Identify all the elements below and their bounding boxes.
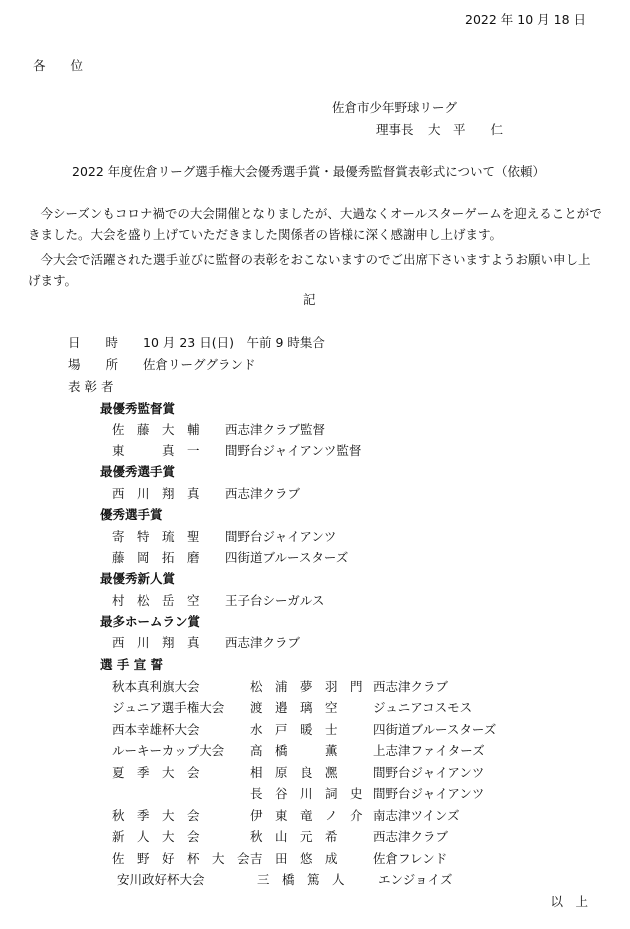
- oath-name: 秋 山 元 希: [250, 829, 338, 844]
- date-label: 日 時: [68, 335, 119, 350]
- award-category: 優秀選手賞: [100, 507, 163, 522]
- oath-tournament: 秋 季 大 会: [112, 808, 200, 823]
- oath-team: 上志津ファイターズ: [373, 743, 485, 758]
- place-label: 場 所: [68, 357, 119, 372]
- oath-tournament: 安川政好杯大会: [117, 872, 205, 887]
- award-team: 西志津クラブ: [225, 635, 301, 650]
- oath-tournament: 西本幸雄杯大会: [112, 722, 200, 737]
- oath-name: 吉 田 悠 成: [250, 851, 338, 866]
- oath-team: エンジョイズ: [378, 872, 453, 887]
- award-team: 間野台ジャイアンツ監督: [225, 443, 362, 458]
- award-name: 東 真 一: [112, 443, 200, 458]
- oath-team: 西志津クラブ: [373, 829, 449, 844]
- oath-name: 松 浦 夢 羽 門: [250, 679, 363, 694]
- document-title: 2022 年度佐倉リーグ選手権大会優秀選手賞・最優秀監督賞表彰式について（依頼）: [72, 164, 546, 179]
- body-paragraph-1: 今シーズンもコロナ禍での大会開催となりましたが、大過なくオールスターゲームを迎えることができました。大会を盛り上げていただきました関係者の皆様に深く感謝申し上げます。: [28, 206, 602, 242]
- oath-team: 佐倉フレンド: [373, 851, 448, 866]
- closing: 以 上: [550, 894, 588, 909]
- oath-name: 三 橋 篤 人: [257, 872, 345, 887]
- honorees-label: 表 彰 者: [68, 379, 114, 394]
- oath-team: 西志津クラブ: [373, 679, 449, 694]
- oath-team: 間野台ジャイアンツ: [373, 765, 485, 780]
- award-team: 西志津クラブ: [225, 486, 301, 501]
- ki-heading: 記: [303, 292, 316, 307]
- oath-team: 間野台ジャイアンツ: [373, 786, 485, 801]
- oath-team: 南志津ツインズ: [373, 808, 460, 823]
- award-name: 西 川 翔 真: [112, 486, 200, 501]
- award-team: 西志津クラブ監督: [225, 422, 326, 437]
- award-name: 村 松 岳 空: [112, 593, 200, 608]
- oath-tournament: 夏 季 大 会: [112, 765, 200, 780]
- place-value: 佐倉リーググランド: [143, 357, 256, 372]
- oath-name: 高 橋 薫: [250, 743, 338, 758]
- oath-name: 伊 東 竜 ノ 介: [250, 808, 363, 823]
- body-paragraph-2: 今大会で活躍された選手並びに監督の表彰をおこないますのでご出席下さいますようお願い申し上げます。: [28, 252, 591, 288]
- date-value: 10 月 23 日(日) 午前 9 時集合: [143, 335, 325, 350]
- oath-tournament: 新 人 大 会: [112, 829, 200, 844]
- oath-tournament: 佐 野 好 杯 大 会: [112, 851, 250, 866]
- award-team: 王子台シーガルス: [225, 593, 325, 608]
- oath-tournament: ジュニア選手権大会: [112, 700, 225, 715]
- sender-organization: 佐倉市少年野球リーグ: [332, 100, 458, 115]
- oath-label: 選 手 宣 誓: [100, 657, 164, 672]
- award-category: 最優秀監督賞: [100, 401, 176, 416]
- addressee: 各 位: [33, 58, 84, 73]
- award-name: 佐 藤 大 輔: [112, 422, 200, 437]
- oath-name: 渡 邉 璃 空: [250, 700, 338, 715]
- award-name: 藤 岡 拓 磨: [112, 550, 200, 565]
- oath-team: 四街道ブルースターズ: [373, 722, 497, 737]
- award-category: 最優秀新人賞: [100, 571, 176, 586]
- award-name: 西 川 翔 真: [112, 635, 200, 650]
- oath-team: ジュニアコスモス: [373, 700, 473, 715]
- award-team: 間野台ジャイアンツ: [225, 529, 337, 544]
- document-date: 2022 年 10 月 18 日: [465, 12, 586, 27]
- sender-title: 理事長: [376, 122, 414, 137]
- sender-name: 大 平 仁: [428, 122, 504, 137]
- oath-name: 長 谷 川 詞 史: [250, 786, 363, 801]
- award-team: 四街道ブルースターズ: [225, 550, 349, 565]
- award-category: 最多ホームラン賞: [100, 614, 201, 629]
- oath-name: 水 戸 暖 士: [250, 722, 338, 737]
- oath-name: 相 原 良 凞: [250, 765, 338, 780]
- award-category: 最優秀選手賞: [100, 464, 176, 479]
- oath-tournament: 秋本真利旗大会: [112, 679, 200, 694]
- oath-tournament: ルーキーカップ大会: [112, 743, 225, 758]
- award-name: 寄 特 琉 聖: [112, 529, 200, 544]
